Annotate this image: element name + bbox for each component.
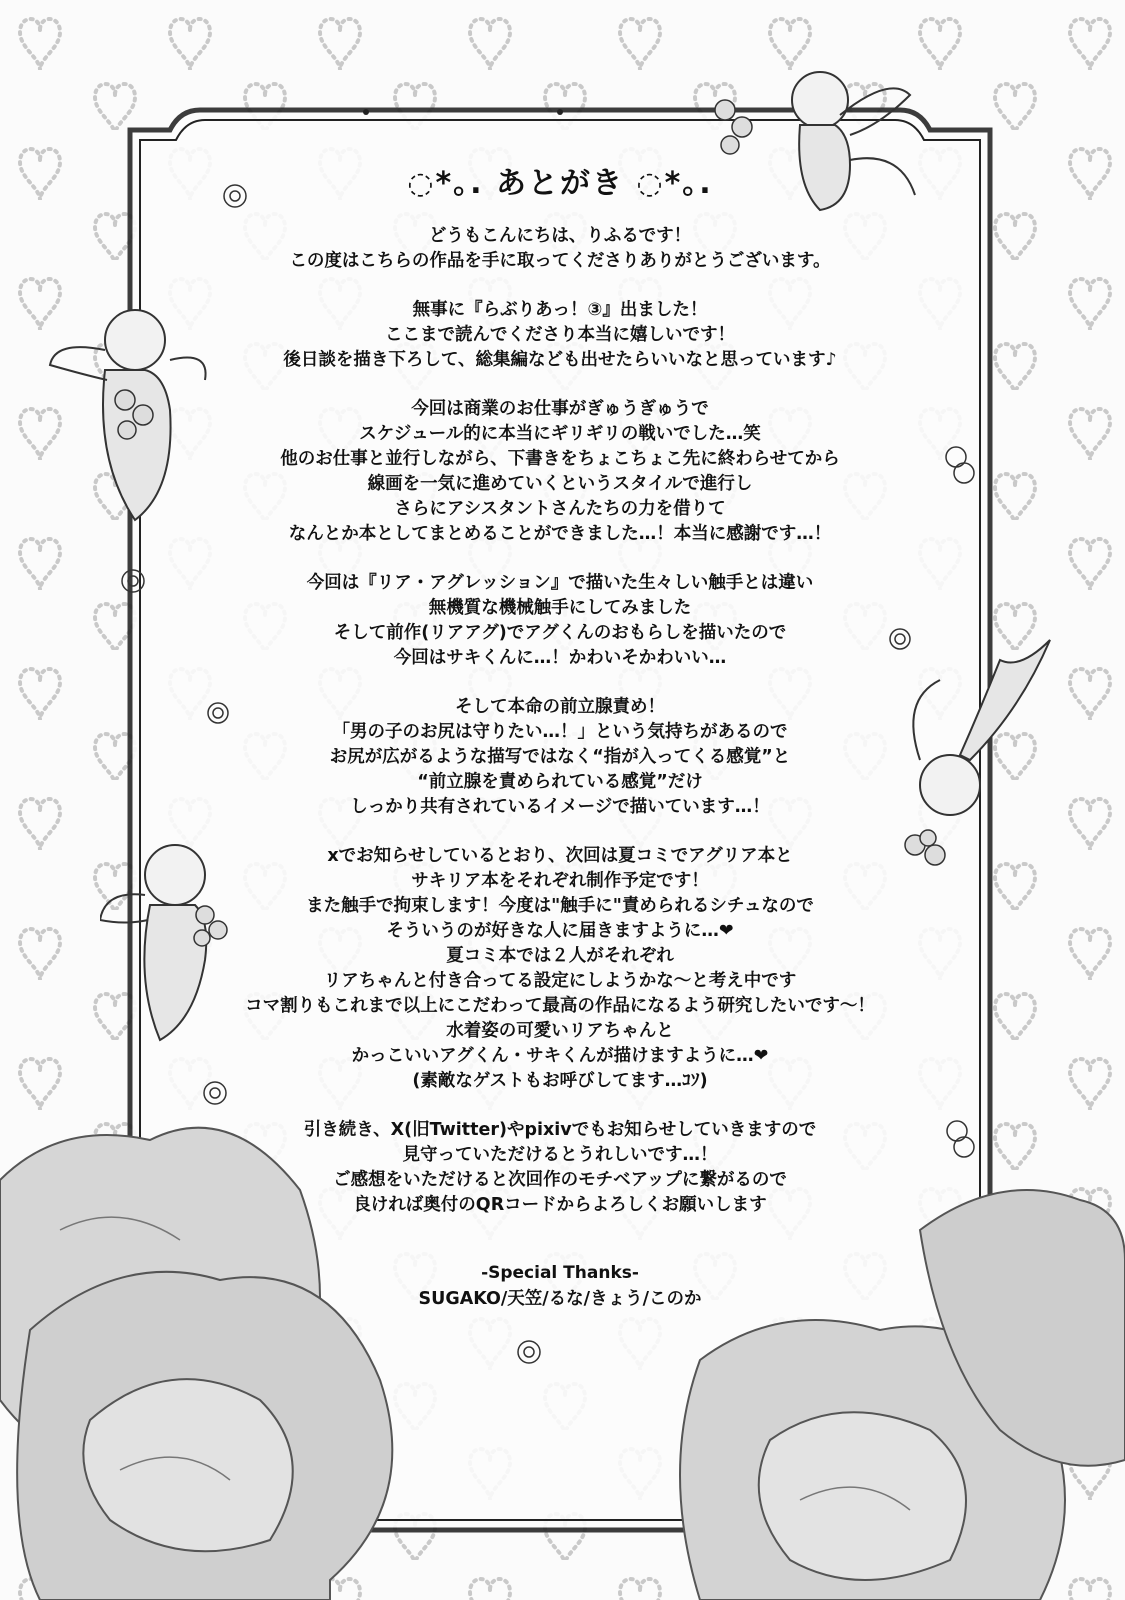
text-line: “前立腺を責められている感覚”だけ: [417, 772, 703, 792]
afterword-body: [160, 224, 960, 1218]
text-line: 良ければ奥付のQRコードからよろしくお願いします: [353, 1195, 767, 1215]
text-line: 夏コミ本では２人がそれぞれ: [446, 946, 674, 966]
page-title: ◌*｡. あとがき ◌*｡.: [407, 166, 713, 201]
afterword-panel: [160, 140, 960, 1530]
text-line: 見守っていただけるとうれしいです…！: [402, 1145, 718, 1165]
special-thanks-names: SUGAKO/天笠/るな/きょう/このか: [418, 1289, 702, 1309]
text-line: お尻が広がるような描写ではなく“指が入ってくる感覚”と: [329, 747, 791, 767]
text-line: 引き続き、X(旧Twitter)やpixivでもお知らせしていきますので: [303, 1120, 817, 1140]
paragraph: [160, 695, 960, 820]
paragraph: [160, 571, 960, 671]
text-line: サキリア本をそれぞれ制作予定です！: [411, 871, 709, 891]
text-line: 無事に『らぶりあっ！③』出ました！: [412, 300, 708, 320]
text-line: 無機質な機械触手にしてみました: [428, 598, 692, 618]
text-line: また触手で拘束します！今度は"触手に"責められるシチュなので: [306, 896, 814, 916]
text-line: スケジュール的に本当にギリギリの戦いでした…笑: [359, 424, 761, 444]
special-thanks-label: -Special Thanks-: [481, 1263, 639, 1283]
text-line: 後日談を描き下ろして、総集編なども出せたらいいなと思っています♪: [283, 350, 837, 370]
paragraph: [160, 224, 960, 274]
text-line: 水着姿の可愛いリアちゃんと: [446, 1021, 674, 1041]
text-line: 他のお仕事と並行しながら、下書きをちょこちょこ先に終わらせてから: [280, 449, 840, 469]
text-line: リアちゃんと付き合ってる設定にしようかな〜と考え中です: [323, 971, 797, 991]
text-line: しっかり共有されているイメージで描いています…！: [350, 797, 770, 817]
text-line: ここまで読んでくださり本当に嬉しいです！: [385, 325, 735, 345]
paragraph: [160, 397, 960, 547]
special-thanks: [160, 1260, 960, 1312]
text-line: かっこいいアグくん・サキくんが描けますように…❤: [351, 1046, 769, 1066]
text-line: 線画を一気に進めていくというスタイルで進行し: [367, 474, 753, 494]
text-line: そういうのが好きな人に届きますように…❤: [386, 921, 734, 941]
text-line: xでお知らせしているとおり、次回は夏コミでアグリア本と: [327, 846, 793, 866]
text-line: (素敵なゲストもお呼びしてます…ｺｿ): [412, 1071, 708, 1091]
text-line: この度はこちらの作品を手に取ってくださりありがとうございます。: [289, 251, 831, 271]
text-line: 今回は『リア・アグレッション』で描いた生々しい触手とは違い: [306, 573, 814, 593]
paragraph: [160, 1118, 960, 1218]
text-line: どうもこんにちは、りふるです！: [428, 226, 692, 246]
text-line: そして本命の前立腺責め！: [455, 697, 665, 717]
text-line: 今回は商業のお仕事がぎゅうぎゅうで: [411, 399, 709, 419]
text-line: 「男の子のお尻は守りたい…！」という気持ちがあるので: [332, 722, 788, 742]
text-line: 今回はサキくんに…！かわいそかわいい…: [393, 648, 727, 668]
paragraph: [160, 844, 960, 1094]
text-line: コマ割りもこれまで以上にこだわって最高の作品になるよう研究したいです〜！: [245, 996, 875, 1016]
paragraph: [160, 298, 960, 373]
text-line: なんとか本としてまとめることができました…！本当に感謝です…！: [288, 524, 832, 544]
text-line: そして前作(リアアグ)でアグくんのおもらしを描いたので: [333, 623, 787, 643]
text-line: さらにアシスタントさんたちの力を借りて: [394, 499, 726, 519]
text-line: ご感想をいただけると次回作のモチベアップに繋がるので: [333, 1170, 787, 1190]
